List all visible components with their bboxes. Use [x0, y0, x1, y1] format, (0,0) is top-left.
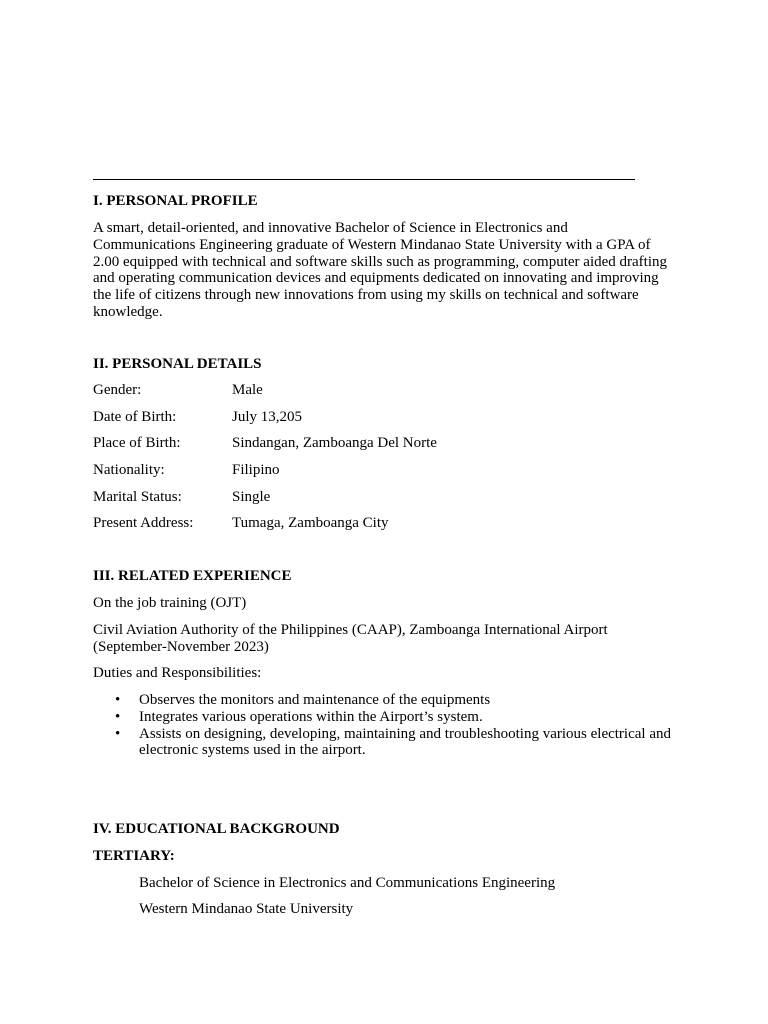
detail-row-nationality	[93, 462, 280, 479]
bullet-icon: •	[115, 708, 121, 725]
detail-value: Single	[232, 489, 271, 505]
bullet-icon: •	[115, 725, 121, 742]
experience-company: Civil Aviation Authority of the Philippines (CAAP), Zamboanga International Airport (September-November 2023)	[93, 622, 608, 655]
detail-value: Sindangan, Zamboanga Del Norte	[232, 435, 437, 451]
educational-background-heading: IV. EDUCATIONAL BACKGROUND	[93, 821, 340, 837]
degree-text: Bachelor of Science in Electronics and Communications Engineering	[139, 875, 556, 891]
detail-label: Present Address:	[93, 515, 194, 531]
school-text: Western Mindanao State University	[139, 901, 354, 917]
detail-label: Date of Birth:	[93, 409, 177, 425]
personal-profile-heading: I. PERSONAL PROFILE	[93, 193, 258, 209]
related-experience-heading: III. RELATED EXPERIENCE	[93, 568, 292, 584]
header-divider	[93, 179, 635, 180]
personal-details-heading: II. PERSONAL DETAILS	[93, 356, 262, 372]
detail-value: Tumaga, Zamboanga City	[232, 515, 389, 531]
detail-label: Gender:	[93, 382, 142, 398]
list-item	[93, 709, 673, 726]
detail-row-marital-status	[93, 489, 270, 506]
detail-value: Filipino	[232, 462, 280, 478]
experience-type: On the job training (OJT)	[93, 595, 247, 611]
tertiary-label: TERTIARY:	[93, 848, 175, 864]
detail-row-gender	[93, 382, 263, 399]
list-item	[93, 692, 673, 709]
detail-label: Nationality:	[93, 462, 165, 478]
personal-profile-text: A smart, detail-oriented, and innovative Bachelor of Science in Electronics and Communications Engineering graduate of Western Mindanao State University with a GPA of 2.00 equipped with technical and software skills such as programming, computer aided drafting and operating communication devices and equipments dedicated on innovating and improving the life of citizens through new innovations from using my skills on technical and software knowledge.	[93, 220, 668, 320]
detail-label: Marital Status:	[93, 489, 182, 505]
list-item	[93, 726, 673, 760]
duties-label: Duties and Responsibilities:	[93, 665, 262, 681]
detail-value: Male	[232, 382, 263, 398]
detail-row-place-of-birth	[93, 435, 437, 452]
detail-row-present-address	[93, 515, 389, 532]
duty-text: Integrates various operations within the Airport’s system.	[139, 708, 483, 725]
duties-list	[93, 692, 673, 759]
duty-text: Assists on designing, developing, maintaining and troubleshooting various electrical and electronic systems used in the airport.	[139, 725, 671, 759]
detail-label: Place of Birth:	[93, 435, 181, 451]
duty-text: Observes the monitors and maintenance of the equipments	[139, 692, 491, 708]
detail-row-date-of-birth	[93, 409, 302, 426]
detail-value: July 13,205	[232, 409, 303, 425]
bullet-icon: •	[115, 692, 121, 708]
